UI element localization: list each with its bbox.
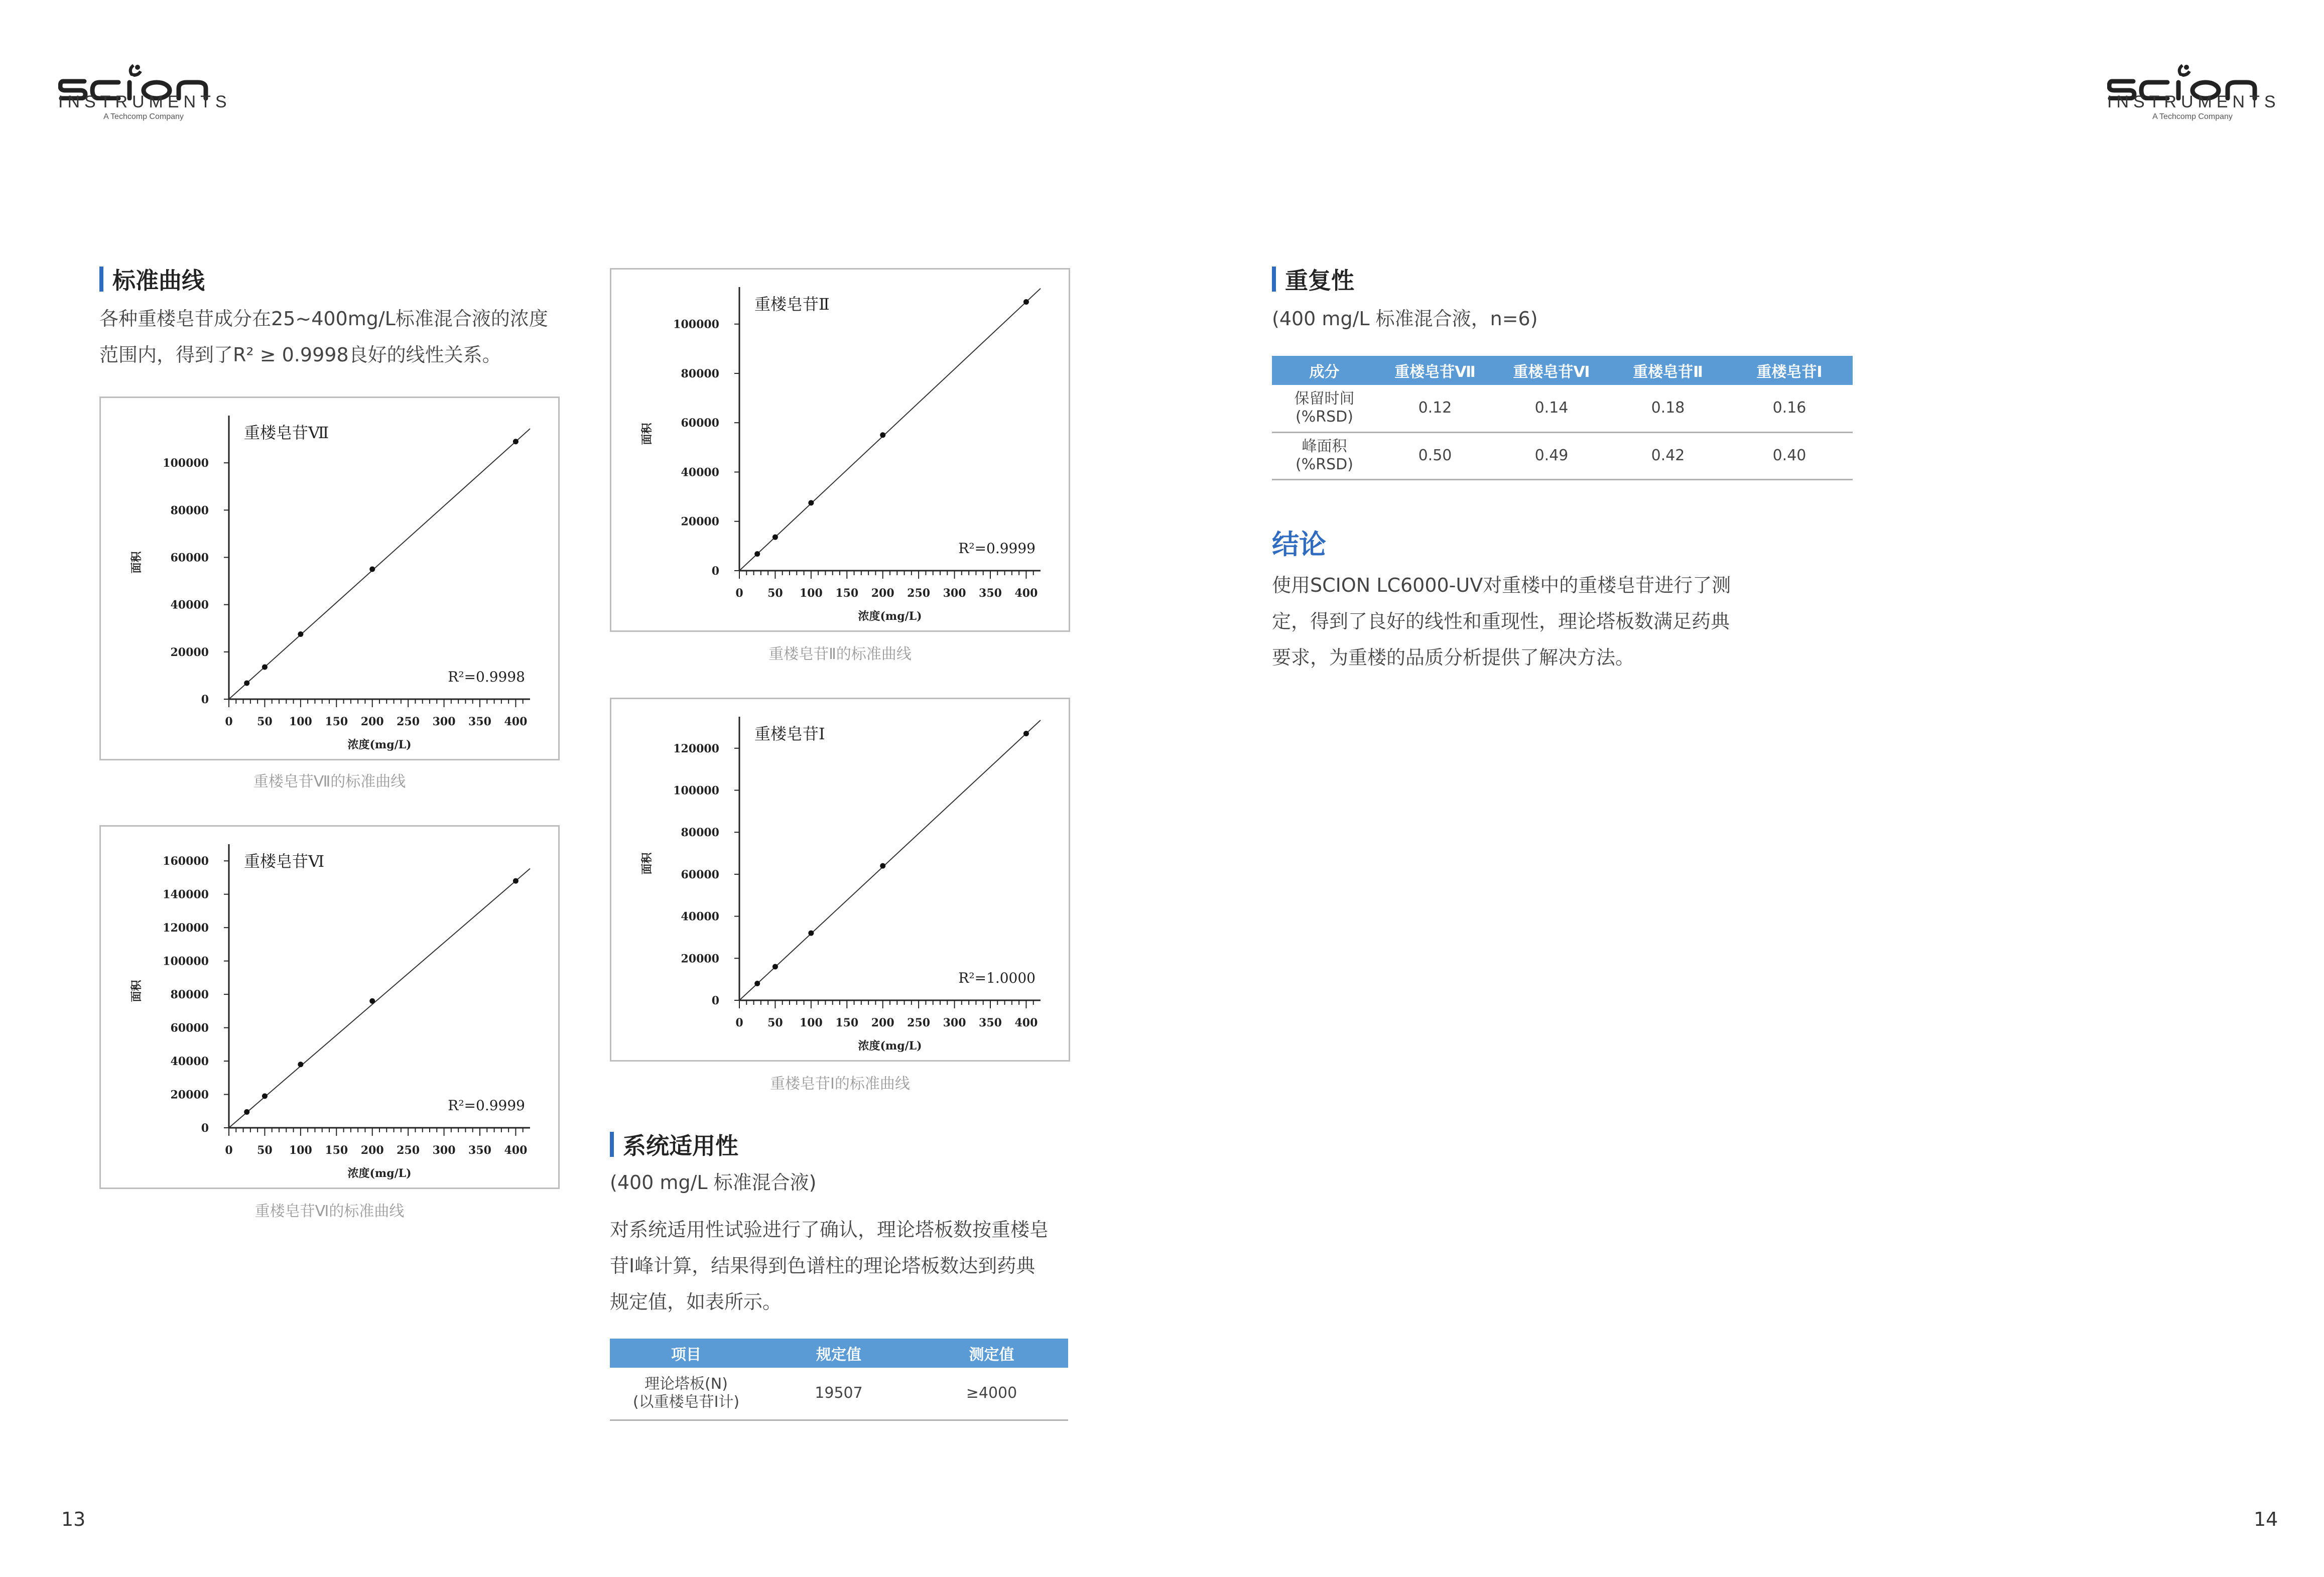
suitability-subtitle: (400 mg/L 标准混合液) bbox=[610, 1171, 817, 1194]
x-tick-label: 0 bbox=[225, 715, 233, 728]
x-tick-label: 0 bbox=[225, 1144, 233, 1157]
section-title: 重复性 bbox=[1285, 267, 1354, 294]
x-axis-label: 浓度(mg/L) bbox=[858, 610, 922, 623]
y-tick-label: 80000 bbox=[170, 988, 209, 1002]
x-tick-label: 150 bbox=[325, 715, 348, 728]
data-point bbox=[262, 1093, 268, 1099]
x-tick-label: 100 bbox=[799, 587, 823, 600]
table-cell: 0.42 bbox=[1610, 432, 1726, 479]
r-squared-annotation: R²=0.9999 bbox=[448, 1097, 525, 1114]
chart-title: 重楼皂苷Ⅰ bbox=[754, 724, 825, 743]
y-tick-label: 100000 bbox=[673, 784, 719, 798]
table-row bbox=[1272, 385, 1853, 432]
y-tick-label: 100000 bbox=[163, 457, 209, 470]
chart-caption: 重楼皂苷Ⅰ的标准曲线 bbox=[770, 1075, 910, 1093]
x-tick-label: 400 bbox=[504, 715, 528, 728]
table-cell: 0.49 bbox=[1493, 432, 1610, 479]
data-point bbox=[1023, 731, 1029, 736]
y-tick-label: 100000 bbox=[673, 318, 719, 331]
y-axis-label: 面积 bbox=[130, 980, 143, 1002]
table-cell-spec: 19507 bbox=[762, 1368, 915, 1420]
chart-svg bbox=[101, 398, 558, 759]
cell-line: (以重楼皂苷Ⅰ计) bbox=[632, 1393, 740, 1411]
chart-caption: 重楼皂苷Ⅵ的标准曲线 bbox=[254, 1203, 405, 1220]
y-axis-label: 面积 bbox=[640, 852, 654, 875]
x-tick-label: 400 bbox=[1014, 587, 1038, 600]
chart-svg bbox=[611, 270, 1069, 630]
chart-svg bbox=[611, 699, 1069, 1060]
data-point bbox=[513, 878, 519, 884]
conclusion-text bbox=[1272, 567, 1774, 676]
x-tick-label: 250 bbox=[397, 715, 420, 728]
table-header-cell: 重楼皂苷Ⅶ bbox=[1377, 356, 1493, 385]
data-point bbox=[880, 863, 885, 869]
y-tick-label: 60000 bbox=[681, 868, 719, 881]
y-tick-label: 100000 bbox=[163, 955, 209, 968]
y-axis-label: 面积 bbox=[130, 551, 143, 574]
table-cell: 0.16 bbox=[1726, 385, 1853, 432]
regression-line bbox=[229, 429, 530, 699]
section-title: 系统适用性 bbox=[623, 1132, 738, 1159]
y-tick-label: 80000 bbox=[681, 367, 719, 380]
data-point bbox=[369, 567, 375, 572]
table-cell: 0.18 bbox=[1610, 385, 1726, 432]
conclusion-title: 结论 bbox=[1272, 529, 1326, 560]
y-tick-label: 20000 bbox=[170, 645, 209, 659]
section-heading-standard-curve bbox=[99, 264, 205, 294]
y-tick-label: 60000 bbox=[170, 551, 209, 565]
standard-curve-description bbox=[99, 301, 576, 373]
y-tick-label: 40000 bbox=[170, 1055, 209, 1069]
x-axis-label: 浓度(mg/L) bbox=[858, 1039, 922, 1053]
x-tick-label: 200 bbox=[360, 715, 384, 728]
y-tick-label: 40000 bbox=[681, 910, 719, 924]
data-point bbox=[772, 964, 778, 970]
cell-line: 峰面积 bbox=[1302, 438, 1347, 455]
data-point bbox=[772, 535, 778, 540]
cell-line: (%RSD) bbox=[1296, 408, 1353, 426]
chart-saponin-1 bbox=[610, 698, 1070, 1062]
x-tick-label: 200 bbox=[360, 1144, 384, 1157]
x-tick-label: 100 bbox=[289, 1144, 312, 1157]
text-line: 要求，为重楼的品质分析提供了解决方法。 bbox=[1272, 646, 1635, 669]
data-point bbox=[513, 439, 519, 444]
logo-company-text: A Techcomp Company bbox=[103, 112, 184, 121]
x-tick-label: 350 bbox=[468, 715, 491, 728]
logo-instruments-text: INSTRUMENTS bbox=[2107, 92, 2280, 111]
chart-title: 重楼皂苷Ⅶ bbox=[244, 423, 329, 442]
y-tick-label: 20000 bbox=[170, 1088, 209, 1102]
heading-accent-bar bbox=[1272, 267, 1276, 292]
y-tick-label: 0 bbox=[711, 565, 719, 578]
data-point bbox=[880, 432, 885, 438]
table-cell: 0.14 bbox=[1493, 385, 1610, 432]
suitability-table bbox=[610, 1339, 1068, 1421]
text-line: 定，得到了良好的线性和重现性，理论塔板数满足药典 bbox=[1272, 610, 1730, 632]
y-tick-label: 40000 bbox=[170, 598, 209, 612]
table-row bbox=[1272, 432, 1853, 479]
y-tick-label: 0 bbox=[201, 693, 209, 706]
text-line: 各种重楼皂苷成分在25~400mg/L标准混合液的浓度 bbox=[99, 308, 548, 330]
table-header-cell: 测定值 bbox=[915, 1339, 1068, 1368]
x-tick-label: 200 bbox=[871, 1016, 894, 1029]
data-point bbox=[808, 931, 814, 936]
logo-instruments-text: INSTRUMENTS bbox=[58, 92, 231, 111]
x-tick-label: 100 bbox=[289, 715, 312, 728]
x-tick-label: 250 bbox=[907, 587, 931, 600]
data-point bbox=[262, 664, 268, 670]
text-line: 使用SCION LC6000-UV对重楼中的重楼皂苷进行了测 bbox=[1272, 574, 1731, 596]
y-axis-label: 面积 bbox=[640, 423, 654, 445]
y-tick-label: 60000 bbox=[170, 1021, 209, 1035]
y-tick-label: 120000 bbox=[163, 922, 209, 935]
cell-line: (%RSD) bbox=[1296, 456, 1353, 473]
table-header-row bbox=[1272, 356, 1853, 385]
table-row bbox=[610, 1368, 1068, 1420]
x-tick-label: 250 bbox=[907, 1016, 931, 1029]
x-tick-label: 300 bbox=[943, 1016, 966, 1029]
y-tick-label: 0 bbox=[201, 1122, 209, 1135]
chart-svg bbox=[101, 827, 558, 1188]
text-line: 苷Ⅰ峰计算，结果得到色谱柱的理论塔板数达到药典 bbox=[610, 1255, 1036, 1277]
x-tick-label: 350 bbox=[979, 1016, 1002, 1029]
x-tick-label: 300 bbox=[432, 1144, 456, 1157]
chart-saponin-2 bbox=[610, 268, 1070, 632]
table-header-cell: 成分 bbox=[1272, 356, 1377, 385]
r-squared-annotation: R²=0.9999 bbox=[958, 540, 1036, 557]
y-tick-label: 80000 bbox=[681, 826, 719, 840]
table-cell-item bbox=[610, 1368, 762, 1420]
data-point bbox=[754, 551, 760, 557]
data-point bbox=[369, 998, 375, 1004]
chart-saponin-7 bbox=[99, 397, 560, 760]
suitability-description bbox=[610, 1212, 1077, 1320]
x-tick-label: 300 bbox=[943, 587, 966, 600]
cell-line: 理论塔板(N) bbox=[644, 1375, 728, 1393]
r-squared-annotation: R²=1.0000 bbox=[958, 970, 1036, 986]
data-point bbox=[244, 1109, 249, 1115]
regression-line bbox=[739, 720, 1041, 1000]
page-number-right: 14 bbox=[2254, 1508, 2278, 1530]
section-heading-system-suitability bbox=[610, 1129, 738, 1159]
r-squared-annotation: R²=0.9998 bbox=[448, 669, 525, 685]
x-tick-label: 350 bbox=[468, 1144, 491, 1157]
heading-accent-bar bbox=[99, 267, 103, 292]
table-cell-label bbox=[1272, 385, 1377, 432]
scion-logo-right bbox=[2107, 44, 2278, 124]
regression-line bbox=[739, 289, 1041, 571]
chart-title: 重楼皂苷Ⅱ bbox=[754, 295, 830, 314]
scion-logo-left bbox=[58, 44, 229, 124]
section-title: 标准曲线 bbox=[112, 267, 205, 294]
table-header-cell: 重楼皂苷Ⅵ bbox=[1493, 356, 1610, 385]
chart-caption: 重楼皂苷Ⅱ的标准曲线 bbox=[768, 645, 912, 663]
text-line: 范围内，得到了R² ≥ 0.9998良好的线性关系。 bbox=[99, 344, 501, 366]
y-tick-label: 20000 bbox=[681, 515, 719, 529]
chart-caption: 重楼皂苷Ⅶ的标准曲线 bbox=[253, 773, 406, 791]
x-tick-label: 0 bbox=[735, 587, 743, 600]
table-cell: 0.12 bbox=[1377, 385, 1493, 432]
data-point bbox=[298, 1062, 303, 1067]
table-header-cell: 重楼皂苷Ⅰ bbox=[1726, 356, 1853, 385]
y-tick-label: 20000 bbox=[681, 952, 719, 966]
table-cell-measured: ≥4000 bbox=[915, 1368, 1068, 1420]
data-point bbox=[808, 500, 814, 505]
data-point bbox=[244, 680, 249, 686]
heading-accent-bar bbox=[610, 1132, 614, 1157]
x-tick-label: 50 bbox=[257, 1144, 273, 1157]
y-tick-label: 160000 bbox=[163, 855, 209, 868]
x-tick-label: 300 bbox=[432, 715, 456, 728]
y-tick-label: 60000 bbox=[681, 417, 719, 430]
cell-line: 保留时间 bbox=[1294, 390, 1355, 408]
text-line: 对系统适用性试验进行了确认，理论塔板数按重楼皂 bbox=[610, 1219, 1049, 1241]
table-header-cell: 规定值 bbox=[762, 1339, 915, 1368]
data-point bbox=[1023, 299, 1029, 305]
page-number-left: 13 bbox=[61, 1508, 86, 1530]
repeatability-subtitle: (400 mg/L 标准混合液，n=6) bbox=[1272, 308, 1538, 330]
y-tick-label: 40000 bbox=[681, 466, 719, 479]
chart-title: 重楼皂苷Ⅵ bbox=[244, 852, 325, 871]
x-tick-label: 50 bbox=[767, 587, 783, 600]
regression-line bbox=[229, 869, 530, 1128]
x-tick-label: 50 bbox=[257, 715, 273, 728]
x-tick-label: 350 bbox=[979, 587, 1002, 600]
data-point bbox=[754, 981, 760, 986]
x-tick-label: 400 bbox=[1014, 1016, 1038, 1029]
repeatability-table bbox=[1272, 356, 1853, 480]
x-tick-label: 100 bbox=[799, 1016, 823, 1029]
table-header-row bbox=[610, 1339, 1068, 1368]
y-tick-label: 140000 bbox=[163, 888, 209, 901]
table-header-cell: 项目 bbox=[610, 1339, 762, 1368]
y-tick-label: 0 bbox=[711, 994, 719, 1007]
y-tick-label: 120000 bbox=[673, 742, 719, 755]
table-cell: 0.40 bbox=[1726, 432, 1853, 479]
section-heading-repeatability bbox=[1272, 264, 1354, 294]
x-tick-label: 250 bbox=[397, 1144, 420, 1157]
x-tick-label: 50 bbox=[767, 1016, 783, 1029]
x-axis-label: 浓度(mg/L) bbox=[347, 1167, 412, 1180]
data-point bbox=[298, 631, 303, 637]
y-tick-label: 80000 bbox=[170, 504, 209, 517]
text-line: 规定值，如表所示。 bbox=[610, 1291, 782, 1313]
x-tick-label: 0 bbox=[735, 1016, 743, 1029]
x-tick-label: 150 bbox=[325, 1144, 348, 1157]
table-cell-label bbox=[1272, 432, 1377, 479]
table-header-cell: 重楼皂苷Ⅱ bbox=[1610, 356, 1726, 385]
x-axis-label: 浓度(mg/L) bbox=[347, 738, 412, 751]
x-tick-label: 200 bbox=[871, 587, 894, 600]
logo-company-text: A Techcomp Company bbox=[2152, 112, 2233, 121]
x-tick-label: 400 bbox=[504, 1144, 528, 1157]
chart-saponin-6 bbox=[99, 825, 560, 1189]
x-tick-label: 150 bbox=[835, 587, 859, 600]
x-tick-label: 150 bbox=[835, 1016, 859, 1029]
table-cell: 0.50 bbox=[1377, 432, 1493, 479]
